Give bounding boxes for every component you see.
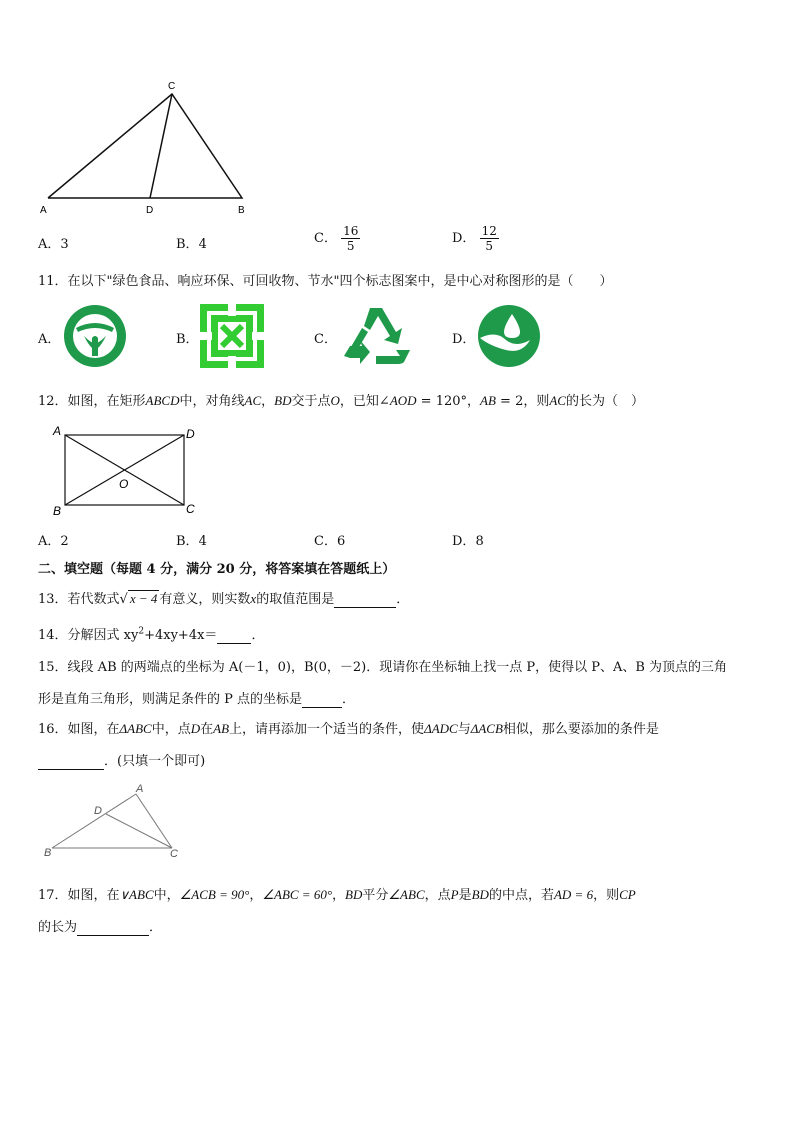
- q11-option-d-label[interactable]: D．: [452, 332, 476, 347]
- q10-option-c-fraction: $\frac{16}{5}$: [343, 224, 359, 253]
- q17-answer-blank[interactable]: [77, 920, 149, 936]
- q10-label-a: A: [40, 205, 47, 216]
- q16-question-line2: ．(只填一个即可): [38, 750, 205, 770]
- svg-text:D: D: [186, 427, 195, 441]
- water-saving-logo-icon: [476, 304, 542, 368]
- recycle-logo-icon: [340, 302, 414, 370]
- q11-option-c-label[interactable]: C．: [314, 332, 337, 347]
- q10-triangle-figure: [34, 78, 264, 220]
- q10-label-b: B: [238, 205, 245, 216]
- q12-option-b[interactable]: B．4: [176, 534, 207, 549]
- q11-option-a-label[interactable]: A．: [38, 332, 61, 347]
- svg-text:C: C: [170, 848, 178, 860]
- q12-question-text: 12．如图，在矩形ABCD中，对角线AC，BD交于点O，已知∠AOD = 120°，AB = 2，则AC的长为（ ）: [38, 393, 644, 409]
- q10-label-d: D: [146, 205, 154, 216]
- q12-option-d[interactable]: D．8: [452, 534, 484, 549]
- svg-text:B: B: [53, 504, 62, 518]
- q10-option-b[interactable]: B．4: [176, 237, 207, 252]
- q12-option-a[interactable]: A．2: [38, 534, 69, 549]
- q16-triangle-figure: [40, 780, 190, 860]
- q15-answer-blank[interactable]: [302, 692, 342, 708]
- q14-answer-blank[interactable]: [217, 628, 251, 644]
- q10-option-c[interactable]: C． $\frac{16}{5}$: [314, 224, 359, 253]
- q10-label-c: C: [168, 81, 176, 92]
- q12-rectangle-figure: [48, 422, 208, 518]
- q15-question-line2: 形是直角三角形，则满足条件的 P 点的坐标是 ．: [38, 692, 356, 707]
- svg-text:A: A: [136, 783, 144, 795]
- q11-question-text: 11．在以下"绿色食品、响应环保、可回收物、节水"四个标志图案中，是中心对称图形的是（ ）: [38, 274, 613, 289]
- q10-option-a[interactable]: A．3: [38, 237, 69, 252]
- environmental-logo-icon: [200, 304, 264, 368]
- q10-option-d-fraction: $\frac{12}{5}$: [481, 224, 497, 253]
- svg-text:A: A: [53, 424, 62, 438]
- q17-question-text: 17．如图，在∨ABC中，∠ACB = 90°，∠ABC = 60°，BD平分∠ABC，点P是BD的中点，若AD = 6，则CP: [38, 887, 636, 903]
- q10-option-d[interactable]: D． $\frac{12}{5}$: [452, 224, 497, 253]
- q13-question-text: 13．若代数式√ x − 4 有意义，则实数x的取值范围是 ．: [38, 591, 410, 607]
- q16-question-text: 16．如图，在ΔABC中，点D在AB上，请再添加一个适当的条件，使ΔADC与ΔACB相似，那么要添加的条件是: [38, 721, 659, 737]
- svg-text:O: O: [119, 477, 129, 491]
- q11-option-b-label[interactable]: B．: [176, 332, 199, 347]
- svg-text:D: D: [94, 805, 102, 817]
- green-food-logo-icon: [62, 304, 128, 368]
- svg-text:B: B: [44, 847, 52, 859]
- q17-question-line2: 的长为 ．: [38, 920, 163, 935]
- section2-title: 二、填空题（每题 4 分，满分 20 分，将答案填在答题纸上）: [38, 562, 396, 577]
- q12-option-c[interactable]: C．6: [314, 534, 346, 549]
- svg-text:C: C: [186, 502, 195, 516]
- q16-answer-blank[interactable]: [38, 754, 104, 770]
- q15-question-line1: 15．线段 AB 的两端点的坐标为 A(－1，0)，B(0，－2)．现请你在坐标轴上找一点 P，使得以 P、A、B 为顶点的三角: [38, 660, 728, 675]
- q13-answer-blank[interactable]: [334, 592, 396, 608]
- q13-sqrt-expression: √ x − 4: [119, 591, 158, 607]
- q14-question-text: 14．分解因式 $xy^2+4xy+4x=$ ．: [38, 626, 265, 643]
